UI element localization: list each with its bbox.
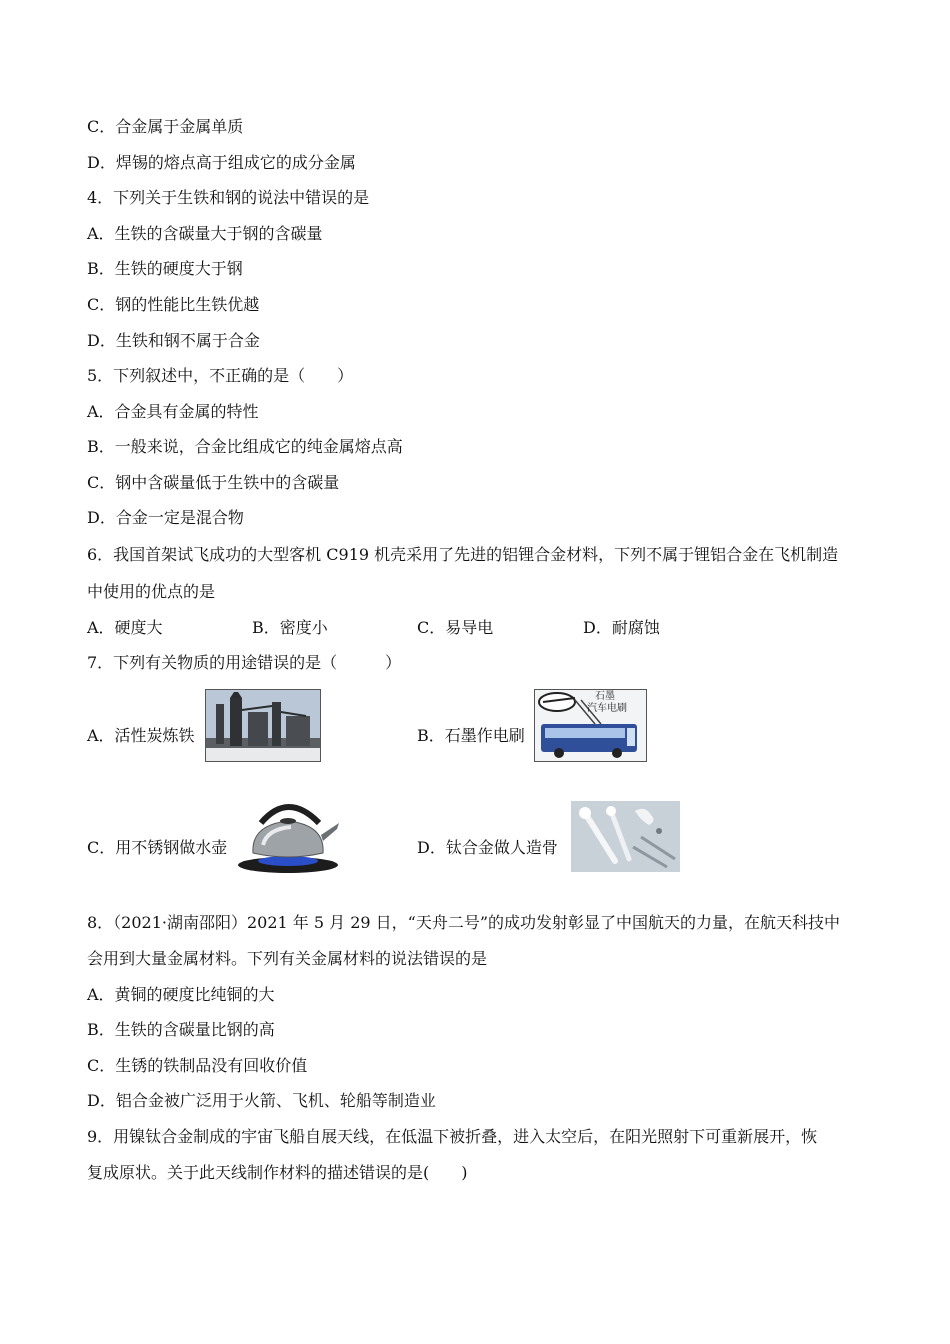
q5-option-c: C．钢中含碳量低于生铁中的含碳量 — [87, 473, 340, 492]
q7-image-b-caption-2: 汽车电刷 — [587, 703, 627, 714]
q6-option-b: B．密度小 — [252, 618, 328, 637]
q5-option-d: D．合金一定是混合物 — [87, 508, 244, 527]
q4-option-b: B．生铁的硬度大于钢 — [87, 259, 243, 278]
q6-option-a: A．硬度大 — [87, 618, 163, 637]
q3-option-d: D．焊锡的熔点高于组成它的成分金属 — [87, 153, 356, 172]
q9-stem-line2: 复成原状。关于此天线制作材料的描述错误的是( ) — [87, 1163, 468, 1182]
q6-option-c: C．易导电 — [417, 618, 494, 637]
q5-option-a: A．合金具有金属的特性 — [87, 402, 259, 421]
q7-image-trolleybus — [534, 689, 647, 762]
q7-option-b: B．石墨作电刷 — [417, 726, 525, 745]
q6-stem-line2: 中使用的优点的是 — [87, 582, 216, 601]
q7-image-kettle — [233, 795, 343, 875]
q7-image-blast-furnace — [205, 689, 321, 762]
q6-option-d: D．耐腐蚀 — [583, 618, 660, 637]
q7-option-d: D．钛合金做人造骨 — [417, 838, 558, 857]
q8-option-a: A．黄铜的硬度比纯铜的大 — [87, 985, 275, 1004]
q4-stem: 4．下列关于生铁和钢的说法中错误的是 — [87, 188, 370, 207]
q8-stem-line1: 8．（2021·湖南邵阳）2021 年 5 月 29 日，“天舟二号”的成功发射彰显了中国航天的力量，在航天科技中 — [87, 913, 841, 932]
q8-stem-line2: 会用到大量金属材料。下列有关金属材料的说法错误的是 — [87, 949, 488, 968]
q5-option-b: B．一般来说，合金比组成它的纯金属熔点高 — [87, 437, 403, 456]
q8-option-b: B．生铁的含碳量比钢的高 — [87, 1020, 275, 1039]
q4-option-d: D．生铁和钢不属于合金 — [87, 331, 260, 350]
q7-option-a: A．活性炭炼铁 — [87, 726, 195, 745]
q7-image-titanium-bone — [571, 801, 680, 872]
q8-option-d: D．铝合金被广泛用于火箭、飞机、轮船等制造业 — [87, 1091, 436, 1110]
q6-stem-line1: 6．我国首架试飞成功的大型客机 C919 机壳采用了先进的铝锂合金材料，下列不属于锂铝合金在飞机制造 — [87, 545, 839, 564]
q8-option-c: C．生锈的铁制品没有回收价值 — [87, 1056, 308, 1075]
q4-option-a: A．生铁的含碳量大于钢的含碳量 — [87, 224, 323, 243]
q4-option-c: C．钢的性能比生铁优越 — [87, 295, 260, 314]
q7-image-b-caption-1: 石墨 — [595, 691, 615, 702]
q9-stem-line1: 9．用镍钛合金制成的宇宙飞船自展天线，在低温下被折叠，进入太空后，在阳光照射下可重新展开，恢 — [87, 1127, 818, 1146]
q3-option-c: C．合金属于金属单质 — [87, 117, 244, 136]
q7-stem: 7．下列有关物质的用途错误的是（ ） — [87, 653, 402, 672]
q5-stem: 5．下列叙述中，不正确的是（ ） — [87, 366, 354, 385]
q7-option-c: C．用不锈钢做水壶 — [87, 838, 228, 857]
